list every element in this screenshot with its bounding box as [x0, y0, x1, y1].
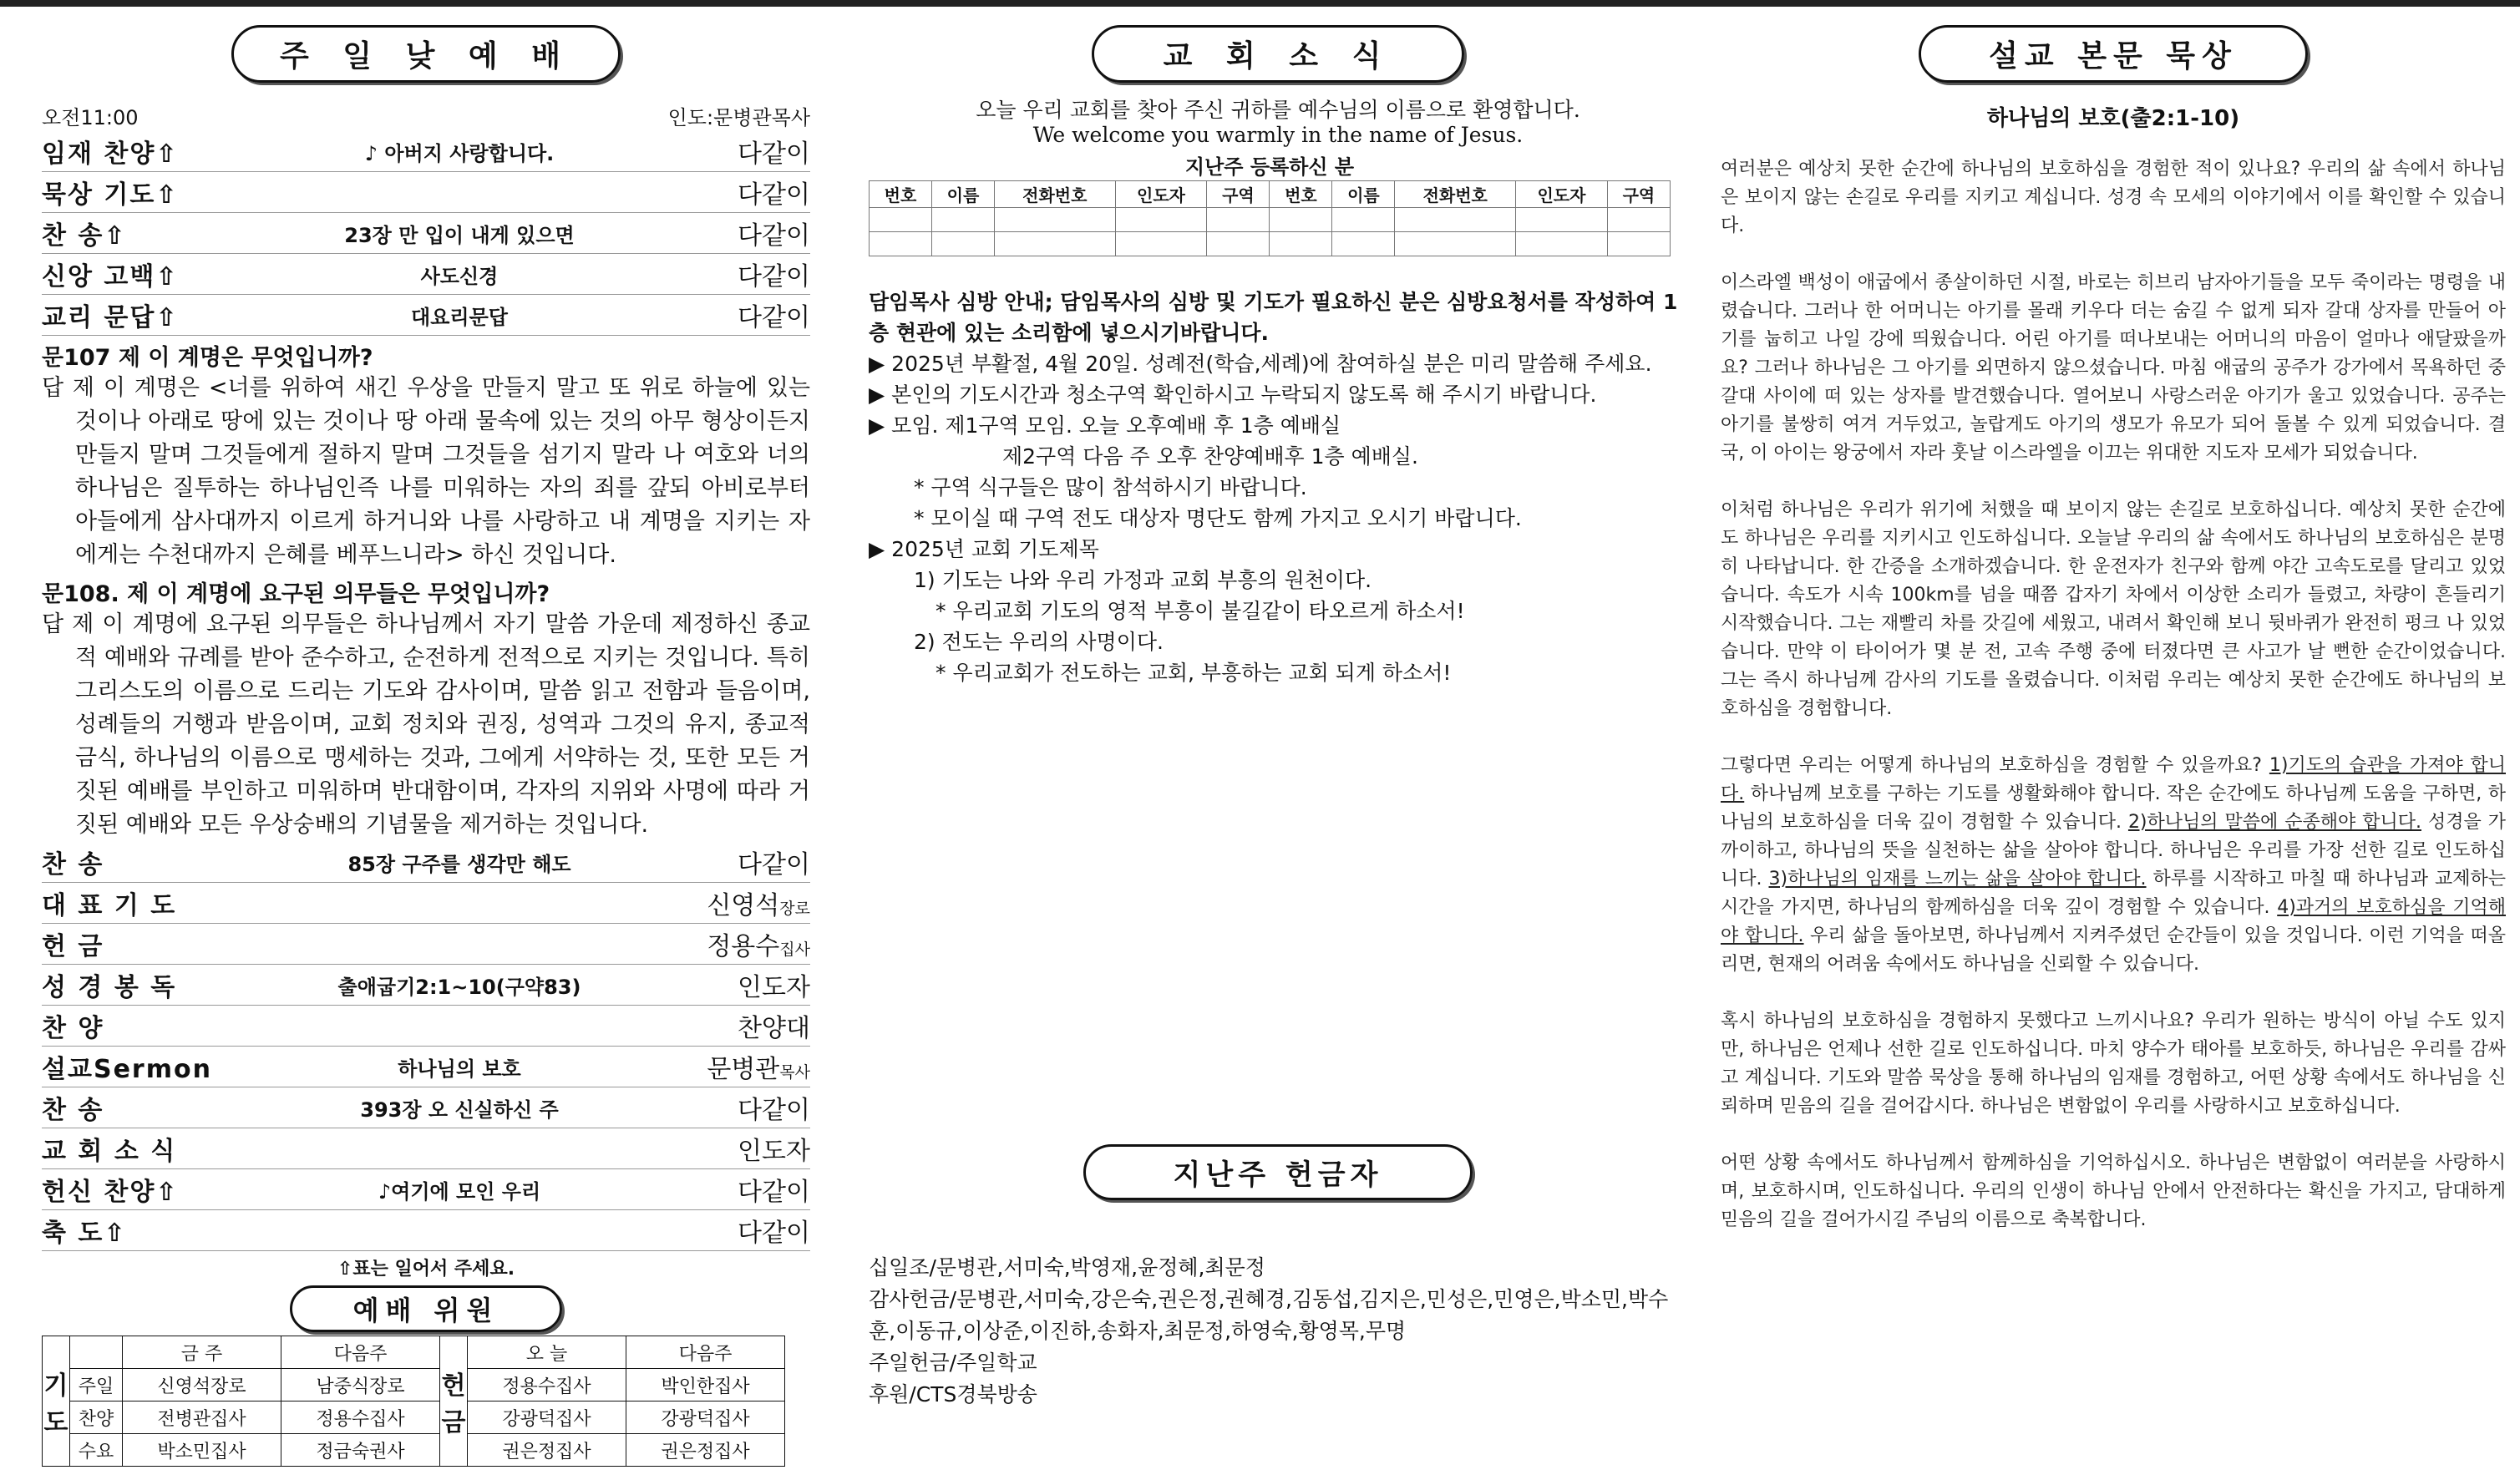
- meditation-paragraph: 어떤 상황 속에서도 하나님께서 함께하심을 기억하십시오. 하나님은 변함없이 여러분을 사랑하시며, 보호하시며, 인도하십니다. 우리의 인생이 하나님 안에서 안전하다는 확신을 가지고, 담대하게 믿음의 길을 걸어가시길 주님의 이름으로 축복합니다.: [1721, 1153, 2506, 1230]
- catechism-question-108: 문108. 제 이 계명에 요구된 의무들은 무엇입니까?: [42, 581, 550, 607]
- order-row: 성 경 봉 독 출애굽기2:1~10(구약83) 인도자: [42, 965, 810, 1006]
- order-row: 찬 양 찬양대: [42, 1006, 810, 1047]
- order-row: 교리 문답⇧ 대요리문답 다같이: [42, 295, 810, 336]
- top-border: [0, 0, 2520, 7]
- worship-column: [42, 25, 810, 1467]
- news-meeting-2: 제2구역 다음 주 오후 찬양예배후 1층 예배실.: [1002, 444, 1418, 469]
- prayer-item: 1) 기도는 나와 우리 가정과 교회 부흥의 원천이다.: [914, 568, 1372, 592]
- news-title: 교 회 소 식: [1092, 25, 1464, 83]
- offering-sunday: 주일헌금/주일학교: [869, 1351, 1037, 1375]
- prayer-heading: ▶ 2025년 교회 기도제목: [869, 537, 1099, 561]
- meditation-paragraph: 여러분은 예상치 못한 순간에 하나님의 보호하심을 경험한 적이 있나요? 우리의 삶 속에서 하나님은 보이지 않는 손길로 우리를 지키고 계십니다. 성경 속 모세의 이야기에서 이를 확인할 수 있습니다.: [1721, 159, 2506, 236]
- news-note: * 구역 식구들은 많이 참석하시기 바랍니다.: [914, 475, 1307, 499]
- prayer-item: 2) 전도는 우리의 사명이다.: [914, 630, 1164, 654]
- duty-title: 예배 위원: [290, 1285, 562, 1332]
- order-row: 임재 찬양⇧ ♪ 아버지 사랑합니다. 다같이: [42, 131, 810, 172]
- order-row: 찬 송⇧ 23장 만 입이 내게 있으면 다같이: [42, 213, 810, 254]
- meditation-paragraph: 이스라엘 백성이 애굽에서 종살이하던 시절, 바로는 히브리 남자아기들을 모두 죽이라는 명령을 내렸습니다. 그러나 한 어머니는 아기를 몰래 키우다 더는 숨길 수 없게 되자 갈대 상자를 만들어 아기를 눕히고 나일 강에 띄웠습니다. 어린 아기를 떠나보내는 어머니의 마음이 얼마나 애달팠을까요? 그러나 하나님은 그 아기를 외면하지 않으셨습니다. 마침 애굽의 공주가 강가에서 목욕하던 중 갈대 사이에 떠 있는 상자를 발견했습니다. 열어보니 사랑스러운 아기가 울고 있었습니다. 공주는 아기를 불쌍히 여겨 거두었고, 놀랍게도 아기의 생모가 유모가 되어 돌볼 수 있게 되었습니다. 결국, 이 아이는 왕궁에서 자라 훗날 이스라엘을 이끄는 위대한 지도자 모세가 되었습니다.: [1721, 272, 2506, 464]
- service-leader: 인도:문병관목사: [667, 106, 810, 129]
- news-item: ▶ 2025년 부활절, 4월 20일. 성례전(학습,세례)에 참여하실 분은 미리 말씀해 주세요.: [869, 352, 1652, 376]
- news-item: ▶ 모임. 제1구역 모임. 오늘 오후예배 후 1층 예배실: [869, 413, 1341, 438]
- order-bottom: [42, 842, 810, 1251]
- order-row: 찬 송 85장 구주를 생각만 해도 다같이: [42, 842, 810, 883]
- catechism-answer-107: 답 제 이 계명은 <너를 위하여 새긴 우상을 만들지 말고 또 위로 하늘에 있는 것이나 아래로 땅에 있는 것이나 땅 아래 물속에 있는 것의 아무 형상이든지 만들지 말며 그것들에게 절하지 말며 그것들을 섬기지 말라 나 여호와 너의 하나님은 질투하는 하나님인즉 나를 미워하는 자의 죄를 갚되 아비로부터 아들에게 삼사대까지 이르게 하거니와 나를 사랑하고 내 계명을 지키는 자에게는 수천대까지 은혜를 베푸느니라> 하신 것입니다.: [42, 375, 810, 568]
- meditation-paragraph: 이처럼 하나님은 우리가 위기에 처했을 때 보이지 않는 손길로 보호하십니다. 예상치 못한 순간에도 하나님은 우리를 지키시고 인도하십니다. 오늘날 우리의 삶 속에서도 하나님의 보호하심은 분명히 나타납니다. 한 간증을 소개하겠습니다. 한 운전자가 친구와 함께 야간 고속도로를 달리고 있었습니다. 속도가 시속 100km를 넘을 때쯤 갑자기 차에서 이상한 소리가 들렸고, 차량이 흔들리기 시작했습니다. 그는 재빨리 차를 갓길에 세웠고, 내려서 확인해 보니 뒷바퀴가 완전히 펑크 나 있었습니다. 만약 이 타이어가 몇 분 전, 고속 주행 중에 터졌다면 큰 사고가 날 뻔한 순간이었습니다. 그는 즉시 하나님께 감사의 기도를 올렸습니다. 이처럼 우리는 예상치 못한 순간에도 하나님의 보호하심을 경험합니다.: [1721, 499, 2506, 719]
- order-row: 헌신 찬양⇧ ♪여기에 모인 우리 다같이: [42, 1169, 810, 1210]
- welcome-korean: 오늘 우리 교회를 찾아 주신 귀하를 예수님의 이름으로 환영합니다.: [976, 98, 1580, 122]
- duty-side-prayer: 기도: [43, 1336, 70, 1467]
- news-item: ▶ 본인의 기도시간과 청소구역 확인하시고 누락되지 않도록 해 주시기 바랍니다.: [869, 383, 1597, 407]
- catechism-answer-108: 답 제 이 계명에 요구된 의무들은 하나님께서 자기 말씀 가운데 제정하신 종교적 예배와 규례를 받아 준수하고, 순전하게 전적으로 지키는 것입니다. 특히 그리스도의 이름으로 드리는 기도와 감사이며, 말씀 읽고 전함과 들음이며, 성례들의 거행과 받음이며, 교회 정치와 권징, 성역과 그것의 유지, 종교적 금식, 하나님의 이름으로 맹세하는 것과, 그에게 서약하는 것, 또한 모든 거짓된 예배를 부인하고 미워하며 반대함이며, 각자의 지위와 사명에 따라 거짓된 예배와 모든 우상숭배의 기념물을 제거하는 것입니다.: [42, 611, 810, 838]
- news-note: * 모이실 때 구역 전도 대상자 명단도 함께 가지고 오시기 바랍니다.: [914, 506, 1522, 530]
- order-top: [42, 131, 810, 336]
- offering-support: 후원/CTS경북방송: [869, 1382, 1037, 1407]
- meditation-title: 설교 본문 묵상: [1919, 25, 2308, 83]
- offering-thanks: 감사헌금/문병관,서미숙,강은숙,권은정,권혜경,김동섭,김지은,민성은,민영은,박소민,박수훈,이동규,이상준,이진하,송화자,최문정,하영숙,황영목,무명: [869, 1287, 1669, 1343]
- order-row: 묵상 기도⇧ 다같이: [42, 172, 810, 213]
- duty-table: 기도 금 주 다음주 헌금 오 늘 다음주 주일 신영석장로 남중식장로 정용수집사 박인한집사 찬양 전병관집사 정용수집사 강광덕집사 강광덕집사 수요 박소민집사 정금숙권사 권은정집사 권은정집사: [42, 1336, 785, 1467]
- visit-notice: 담임목사 심방 안내; 담임목사의 심방 및 기도가 필요하신 분은 심방요청서를 작성하여 1층 현관에 있는 소리함에 넣으시기바랍니다.: [869, 290, 1678, 345]
- news-column: [869, 25, 1687, 1407]
- order-row: 대 표 기 도 신영석장로: [42, 883, 810, 924]
- stand-note: ⇧표는 일어서 주세요.: [337, 1259, 515, 1280]
- welcome-english: We welcome you warmly in the name of Jesus.: [1032, 123, 1524, 147]
- registration-title: 지난주 등록하신 분: [1184, 155, 1355, 179]
- order-row: 교 회 소 식 인도자: [42, 1128, 810, 1169]
- order-row: 축 도⇧ 다같이: [42, 1210, 810, 1251]
- offering-title: 지난주 헌금자: [1083, 1144, 1473, 1200]
- meditation-column: [1721, 25, 2506, 1263]
- order-row: 헌 금 정용수집사: [42, 924, 810, 965]
- registration-table: 지난주 등록하신 분 번호 이름 전화번호 인도자 구역 번호 이름 전화번호 인도자 구역: [869, 150, 1671, 256]
- service-time: 오전11:00: [42, 106, 139, 129]
- duty-side-offering: 헌금: [440, 1336, 468, 1467]
- meditation-paragraph: 혹시 하나님의 보호하심을 경험하지 못했다고 느끼시나요? 우리가 원하는 방식이 아닐 수도 있지만, 하나님은 언제나 선한 길로 인도하십니다. 마치 양수가 태아를 보호하듯, 하나님은 우리를 감싸고 계십니다. 기도와 말씀 묵상을 통해 하나님의 임재를 경험하고, 어떤 상황 속에서도 하나님을 신뢰하며 믿음의 길을 걸어갑시다. 하나님은 변함없이 우리를 사랑하시고 보호하십니다.: [1721, 1011, 2506, 1117]
- order-row: 설교Sermon 하나님의 보호 문병관목사: [42, 1047, 810, 1087]
- prayer-sub: * 우리교회가 전도하는 교회, 부흥하는 교회 되게 하소서!: [935, 661, 1452, 685]
- meditation-subtitle: 하나님의 보호(출2:1-10): [1986, 106, 2240, 131]
- prayer-sub: * 우리교회 기도의 영적 부흥이 불길같이 타오르게 하소서!: [935, 599, 1465, 623]
- order-row: 신앙 고백⇧ 사도신경 다같이: [42, 254, 810, 295]
- order-row: 찬 송 393장 오 신실하신 주 다같이: [42, 1087, 810, 1128]
- meditation-paragraph: 그렇다면 우리는 어떻게 하나님의 보호하심을 경험할 수 있을까요? 1)기도의 습관을 가져야 합니다. 하나님께 보호를 구하는 기도를 생활화해야 합니다. 작은 순간에도 하나님께 도움을 구하면, 하나님의 보호하심을 더욱 깊이 경험할 수 있습니다. 2)하나님의 말씀에 순종해야 합니다. 성경을 가까이하고, 하나님의 뜻을 실천하는 삶을 살아야 합니다. 하나님은 우리를 가장 선한 길로 인도하십니다. 3)하나님의 임재를 느끼는 삶을 살아야 합니다. 하루를 시작하고 마칠 때 하나님과 교제하는 시간을 가지면, 하나님의 함께하심을 더욱 깊이 경험할 수 있습니다. 4)과거의 보호하심을 기억해야 합니다. 우리 삶을 돌아보면, 하나님께서 지켜주셨던 순간들이 있을 것입니다. 이런 기억을 떠올리면, 현재의 어려움 속에서도 하나님을 신뢰할 수 있습니다.: [1721, 755, 2507, 975]
- catechism-question-107: 문107 제 이 계명은 무엇입니까?: [42, 345, 373, 371]
- worship-title: 주 일 낮 예 배: [231, 25, 621, 83]
- offering-tithe: 십일조/문병관,서미숙,박영재,윤정혜,최문정: [869, 1255, 1265, 1280]
